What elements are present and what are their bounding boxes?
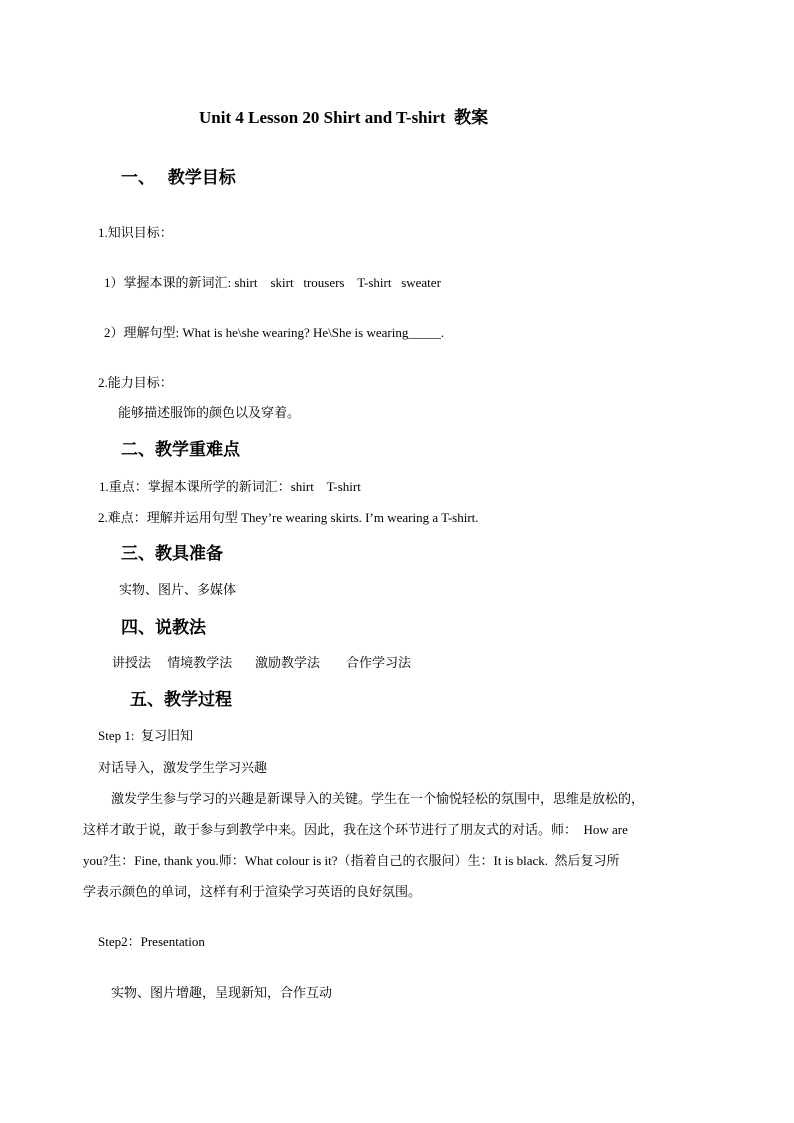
step1-paragraph-line: 这样才敢于说，敢于参与到教学中来。因此，我在这个环节进行了朋友式的对话。师： How are (83, 822, 628, 837)
knowledge-objective-label: 1.知识目标： (98, 225, 173, 240)
section-heading-key-points: 二、教学重难点 (121, 440, 240, 459)
document-title: Unit 4 Lesson 20 Shirt and T-shirt 教案 (199, 108, 489, 127)
step1-label: Step 1: 复习旧知 (98, 728, 193, 743)
key-point-text: 1.重点：掌握本课所学的新词汇：shirt T-shirt (99, 479, 361, 494)
section-heading-objectives: 一、 教学目标 (121, 168, 236, 187)
sentence-pattern-item: 2）理解句型: What is he\she wearing? He\She is wearing_____. (104, 325, 445, 340)
teaching-methods-text: 讲授法 情境教学法 激励教学法 合作学习法 (112, 655, 412, 670)
step1-paragraph-line: 激发学生参与学习的兴趣是新课导入的关键。学生在一个愉悦轻松的氛围中，思维是放松的， (111, 791, 645, 806)
step2-subtitle: 实物、图片增趣，呈现新知，合作互动 (111, 985, 333, 1000)
step2-label: Step2：Presentation (98, 934, 205, 949)
section-heading-teaching-process: 五、教学过程 (130, 690, 232, 709)
teaching-aids-text: 实物、图片、多媒体 (119, 582, 237, 597)
step1-subtitle: 对话导入，激发学生学习兴趣 (98, 760, 268, 775)
section-heading-teaching-aids: 三、教具准备 (121, 544, 223, 563)
section-heading-teaching-methods: 四、说教法 (121, 618, 206, 637)
vocabulary-item: 1）掌握本课的新词汇: shirt skirt trousers T-shirt sweater (104, 275, 441, 290)
step1-paragraph-line: 学表示颜色的单词，这样有利于渲染学习英语的良好氛围。 (83, 884, 422, 899)
difficult-point-text: 2.难点：理解并运用句型 They’re wearing skirts. I’m wearing a T-shirt. (98, 510, 479, 525)
ability-objective-text: 能够描述服饰的颜色以及穿着。 (118, 405, 301, 420)
ability-objective-label: 2.能力目标： (98, 375, 173, 390)
step1-paragraph-line: you?生：Fine, thank you.师：What colour is it?（指着自己的衣服问）生：It is black. 然后复习所 (83, 853, 620, 868)
